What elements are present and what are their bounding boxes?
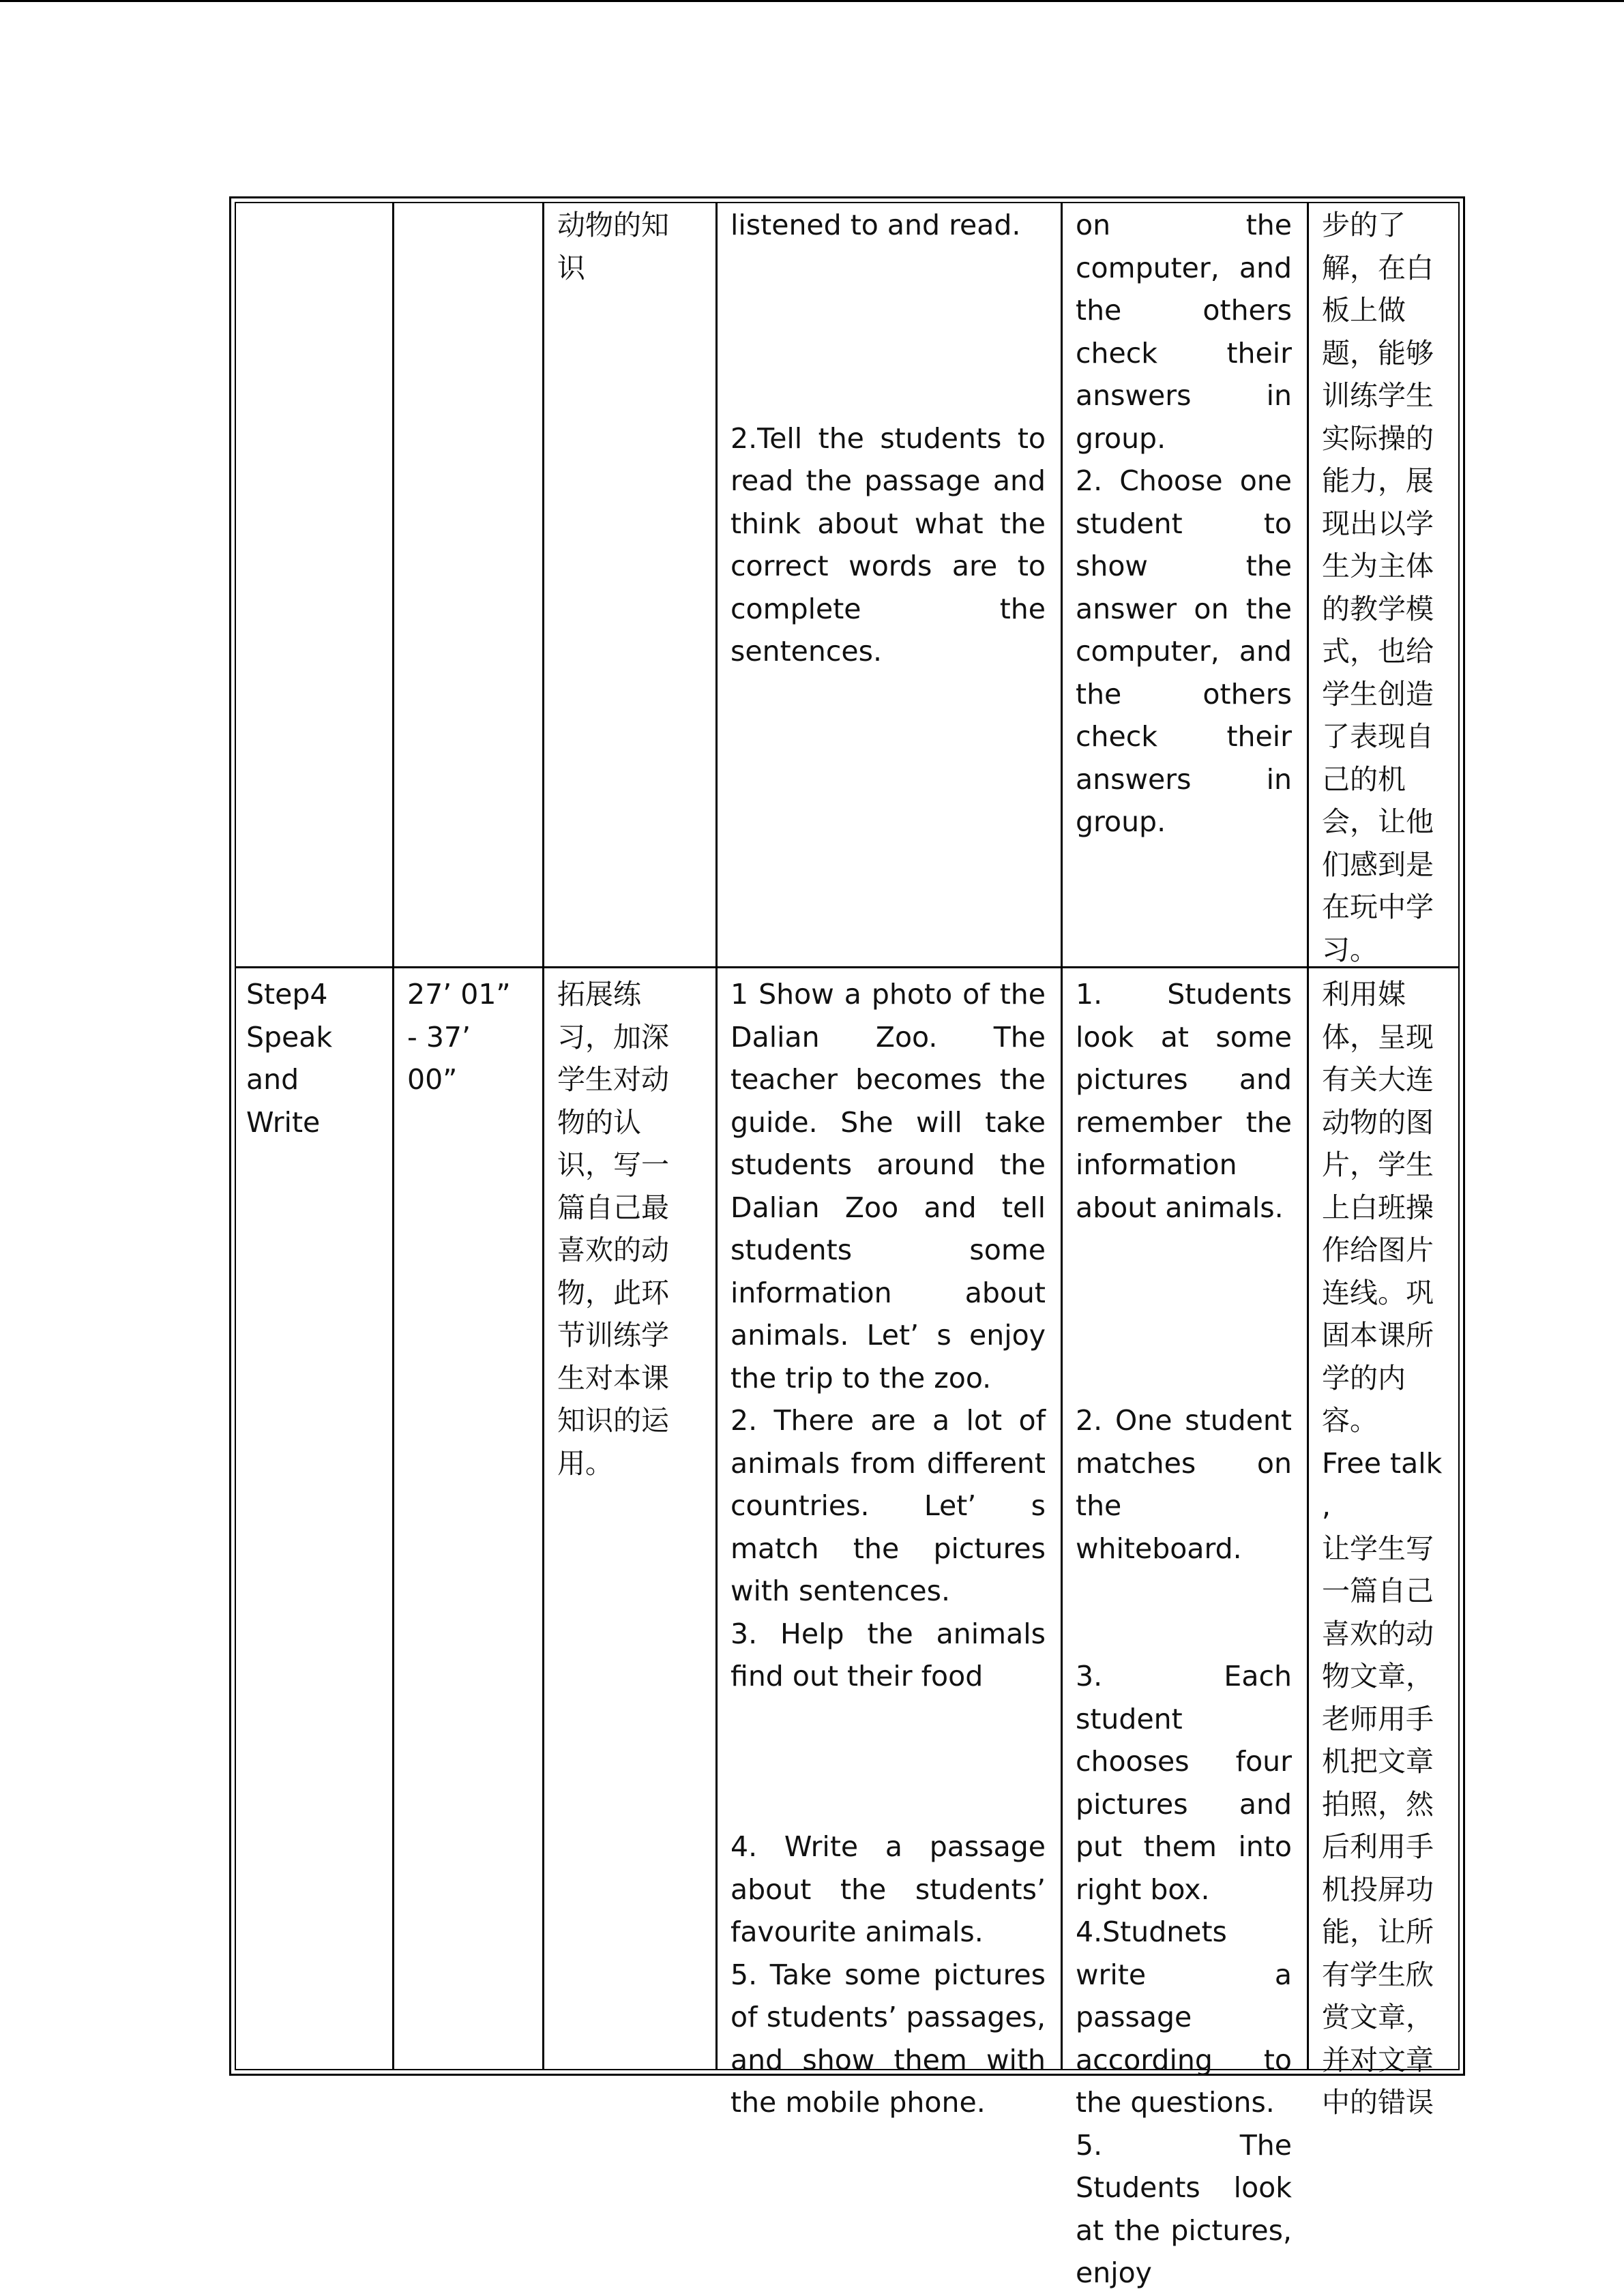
spacer [730, 247, 1046, 290]
row2-teacher-text-2: 2. There are a lot of animals from different countries. Let’ s match the pictures with sentences. [730, 1404, 1046, 1607]
row2-teacher-cell [715, 966, 1061, 2119]
row1-student-cell [1061, 198, 1307, 966]
spacer [730, 332, 1046, 375]
spacer [730, 289, 1046, 332]
row1-teacher-text-1: listened to and read. [730, 209, 1021, 241]
row1-teacher-cell [715, 198, 1061, 966]
row2-time-text: 27’ 01” - 37’ 00” [407, 978, 511, 1096]
row2-student-text-4: 4.Studnets write a passage according to the questions. [1076, 1915, 1292, 2119]
spacer [730, 374, 1046, 417]
row1-goal-cell [542, 198, 715, 966]
row1-goal-text: 动物的知 识 [557, 209, 669, 284]
spacer [1076, 1272, 1292, 1315]
row2-step-text: Step4 Speak and Write [246, 978, 333, 1139]
row1-step-cell [231, 198, 392, 966]
row2-goal-cell [542, 966, 715, 2078]
row1-time-cell [392, 198, 542, 966]
spacer [730, 1698, 1046, 1741]
page-top-border [0, 0, 1624, 2]
spacer [730, 1783, 1046, 1826]
row2-student-cell [1061, 966, 1307, 2289]
row1-teacher-text-2: 2.Tell the students to read the passage and think about what the correct words are to complete the sentences. [730, 421, 1046, 668]
spacer [730, 1740, 1046, 1783]
row1-purpose-cell [1307, 198, 1467, 966]
row2-purpose-text: 利用媒 体，呈现 有关大连 动物的图 片，学生 上白班操 作给图片 连线。巩 固本课所 学的内 容。 Free talk , 让学生写 一篇自己 喜欢的动 物文章， 老师用手 机把文章 拍照，然 后利用手 机投屏功 能，让所 有学生欣 赏文章， 并对文章 中的错误 [1322, 978, 1443, 2119]
spacer [1076, 1229, 1292, 1272]
row1-student-text-1: on the computer, and the others check their answers in group. [1076, 209, 1292, 455]
row2-student-text-2: 2. One student matches on the whiteboard. [1076, 1404, 1292, 1565]
spacer [1076, 1357, 1292, 1400]
row1-purpose-text: 步的了 解，在白 板上做 题，能够 训练学生 实际操的 能力，展 现出以学 生为主体 的教学模 式，也给 学生创造 了表现自 己的机 会，让他 们感到是 在玩中学 习。 [1322, 209, 1434, 966]
row2-time-cell [392, 966, 542, 2078]
row2-student-text-1: 1. Students look at some pictures and remember the information about animals. [1076, 978, 1292, 1224]
row2-student-text-3: 3. Each student chooses four pictures and put them into right box. [1076, 1660, 1292, 1906]
row2-student-text-5: 5. The Students look at the pictures, enjoy [1076, 2128, 1292, 2289]
row2-teacher-text-5: 5. Take some pictures of students’ passages, and show them with the mobile phone. [730, 1958, 1046, 2119]
row2-step-cell [231, 966, 392, 2078]
spacer [1076, 1314, 1292, 1357]
spacer [1076, 1613, 1292, 1656]
spacer [1076, 1570, 1292, 1613]
row2-purpose-cell [1307, 966, 1467, 2119]
row2-teacher-text-3: 3. Help the animals find out their food [730, 1617, 1046, 1693]
lesson-plan-table [229, 196, 1465, 2289]
row2-teacher-text-1: 1 Show a photo of the Dalian Zoo. The teacher becomes the guide. She will take students around the Dalian Zoo and tell students some information about animals. Let’ s enjoy the trip to the zoo. [730, 978, 1046, 1395]
row1-student-text-2: 2. Choose one student to show the answer on the computer, and the others check their answers in group. [1076, 464, 1292, 838]
row2-teacher-text-4: 4. Write a passage about the students’ favourite animals. [730, 1830, 1046, 1948]
row2-goal-text: 拓展练 习，加深 学生对动 物的认 识，写一 篇自己最 喜欢的动 物，此环 节训练学 生对本课 知识的运 用。 [557, 978, 669, 1480]
